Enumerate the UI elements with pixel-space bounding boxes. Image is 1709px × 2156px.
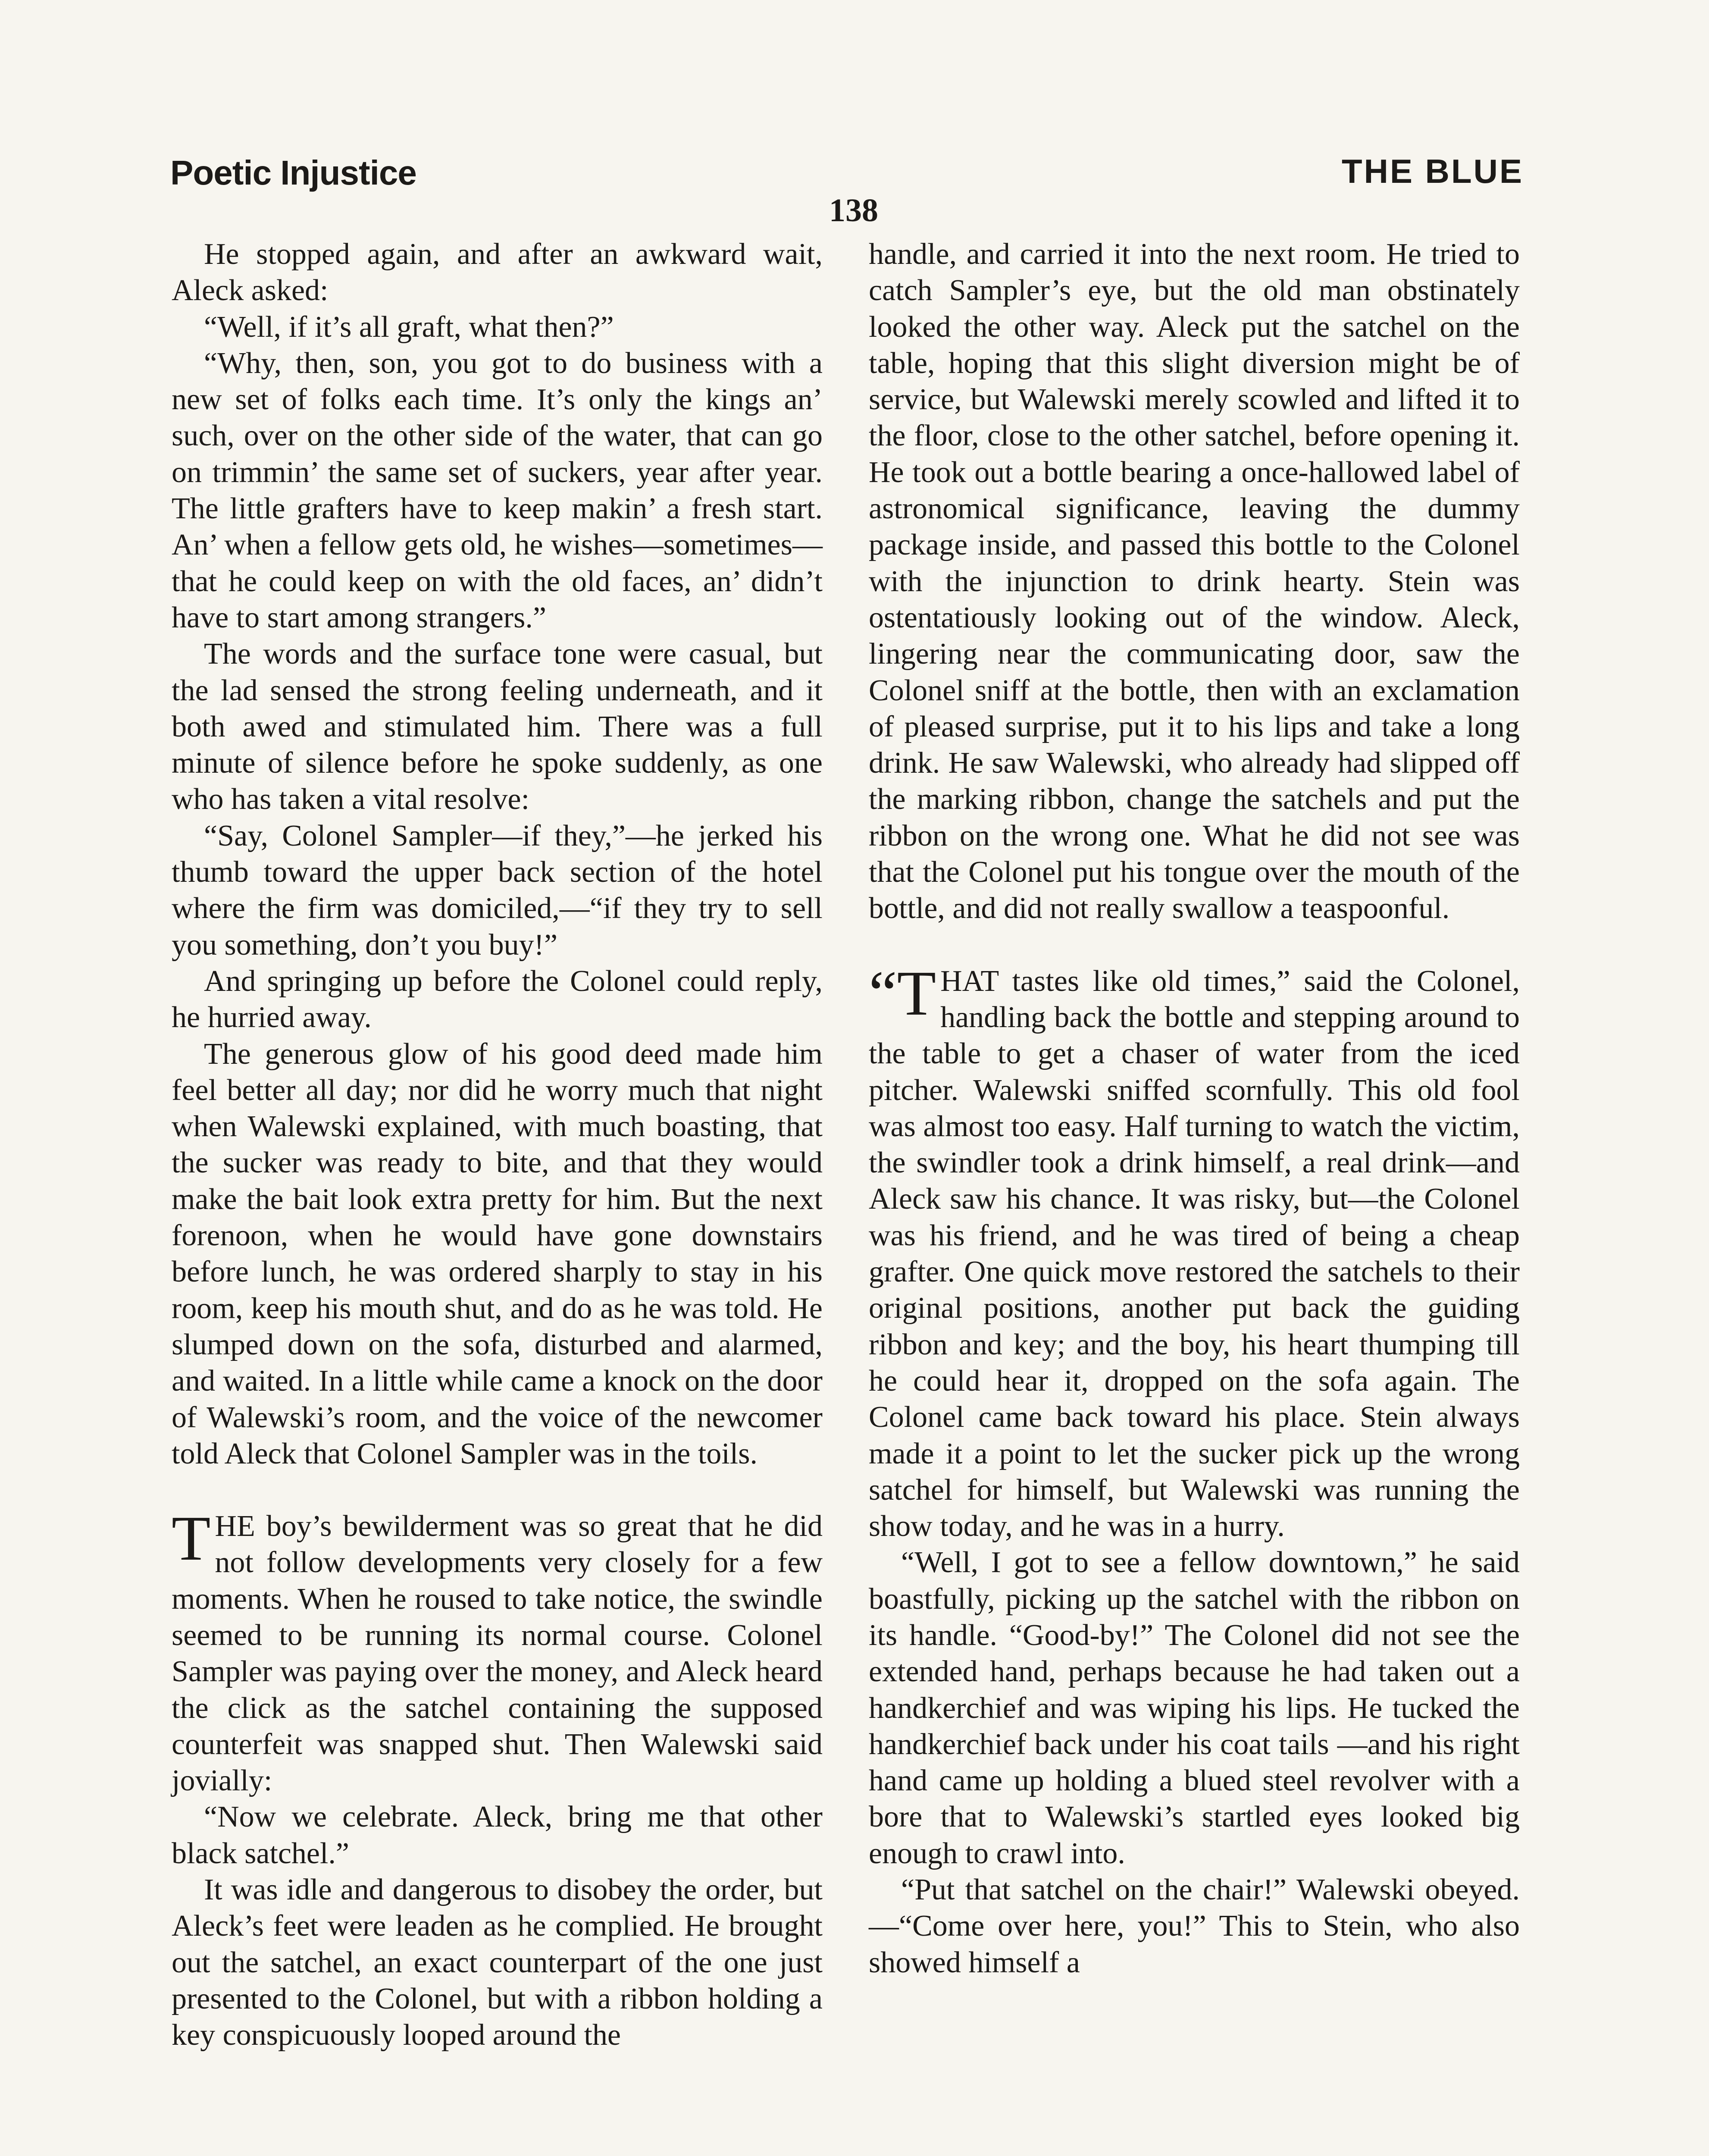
paragraph: “Why, then, son, you got to do business with a new set of folks each time. It’s only the kings an’ such, over on the other side of the water, that can go on trimmin’ the same set of suckers, year after year. The little grafters have to keep makin’ a fresh start. An’ when a fellow gets old, he wishes—sometimes—that he could keep on with the old faces, an’ didn’t have to start among strangers.” [172,346,823,634]
page-number: 138 [829,192,878,229]
story-title: Poetic Injustice [170,154,416,192]
left-column [172,236,823,2054]
paragraph: “Well, if it’s all graft, what then?” [204,310,614,344]
paragraph: The generous glow of his good deed made him feel better all day; nor did he worry much that night when Walewski explained, with much boasting, that the sucker was ready to bite, and that they would make the bait look extra pretty for him. But the next forenoon, when he would have gone downstairs before lunch, he was ordered sharply to stay in his room, keep his mouth shut, and do as he was told. He slumped down on the sofa, disturbed and alarmed, and waited. In a little while came a knock on the door of Walewski’s room, and the voice of the newcomer told Aleck that Colonel Sampler was in the toils. [172,1037,823,1470]
section-opening-text: HE boy’s bewilderment was so great that he did not follow developments very closely for a few moments. When he roused to take notice, the swindle seemed to be running its normal course. Colonel Sampler was paying over the money, and Aleck heard the click as the satchel containing the supposed counterfeit was snapped shut. Then Walewski said jovially: [172,1510,823,1798]
paragraph: He stopped again, and after an awkward wait, Aleck asked: [172,238,823,307]
paragraph: “Say, Colonel Sampler—if they,”—he jerked his thumb toward the upper back section of the hotel where the firm was domiciled,—“if they try to sell you something, don’t you buy!” [172,819,823,962]
drop-cap: “T [869,958,936,1029]
section-opening-text: HAT tastes like old times,” said the Colonel, handling back the bottle and stepping around to the table to get a chaser of water from the iced pitcher. Walewski sniffed scornfully. This old fool was almost too easy. Half turning to watch the victim, the swindler took a drink himself, a real drink—and Aleck saw his chance. It was risky, but—the Colonel was his friend, and he was tired of being a cheap grafter. One quick move restored the satchels to their original positions, another put back the guiding ribbon and key; and the boy, his heart thumping till he could hear it, dropped on the sofa again. The Colonel came back toward his place. Stein always made it a point to let the sucker pick up the wrong satchel for himself, but Walewski was running the show today, and he was in a hurry. [869,964,1520,1543]
paragraph: And springing up before the Colonel could reply, he hurried away. [172,964,823,1034]
paragraph: “Now we celebrate. Aleck, bring me that other black satchel.” [172,1800,823,1870]
section-opening-paragraph [869,958,1520,1545]
section-opening-paragraph [172,1503,823,1799]
paragraph: The words and the surface tone were casual, but the lad sensed the strong feeling underneath, and it both awed and stimulated him. There was a full minute of silence before he spoke suddenly, as one who has taken a vital resolve: [172,637,823,816]
paragraph: handle, and carried it into the next room. He tried to catch Sampler’s eye, but the old man obstinately looked the other way. Aleck put the satchel on the table, hoping that this slight diversion might be of service, but Walewski merely scowled and lifted it to the floor, close to the other satchel, before opening it. He took out a bottle bearing a once-hallowed label of astronomical significance, leaving the dummy package inside, and passed this bottle to the Colonel with the injunction to drink hearty. Stein was ostentatiously looking out of the window. Aleck, lingering near the communicating door, saw the Colonel sniff at the bottle, then with an exclamation of pleased surprise, put it to his lips and take a long drink. He saw Walewski, who already had slipped off the marking ribbon, change the satchels and put the ribbon on the wrong one. What he did not see was that the Colonel put his tongue over the mouth of the bottle, and did not really swallow a teaspoonful. [869,238,1520,925]
magazine-running-title: THE BLUE [1342,152,1524,190]
paragraph: “Well, I got to see a fellow downtown,” he said boastfully, picking up the satchel with the ribbon on its handle. “Good-by!” The Colonel did not see the extended hand, perhaps because he had taken out a handkerchief and was wiping his lips. He tucked the handkerchief back under his coat tails —and his right hand came up holding a blued steel revolver with a bore that to Walewski’s startled eyes looked big enough to crawl into. [869,1546,1520,1870]
paragraph: It was idle and dangerous to disobey the order, but Aleck’s feet were leaden as he complied. He brought out the satchel, an exact counterpart of the one just presented to the Colonel, but with a ribbon holding a key conspicuously looped around the [172,1873,823,2052]
drop-cap: T [172,1503,211,1574]
paragraph: “Put that satchel on the chair!” Walewski obeyed. —“Come over here, you!” This to Stein, who also showed himself a [869,1873,1520,1979]
right-column [869,236,1520,1981]
